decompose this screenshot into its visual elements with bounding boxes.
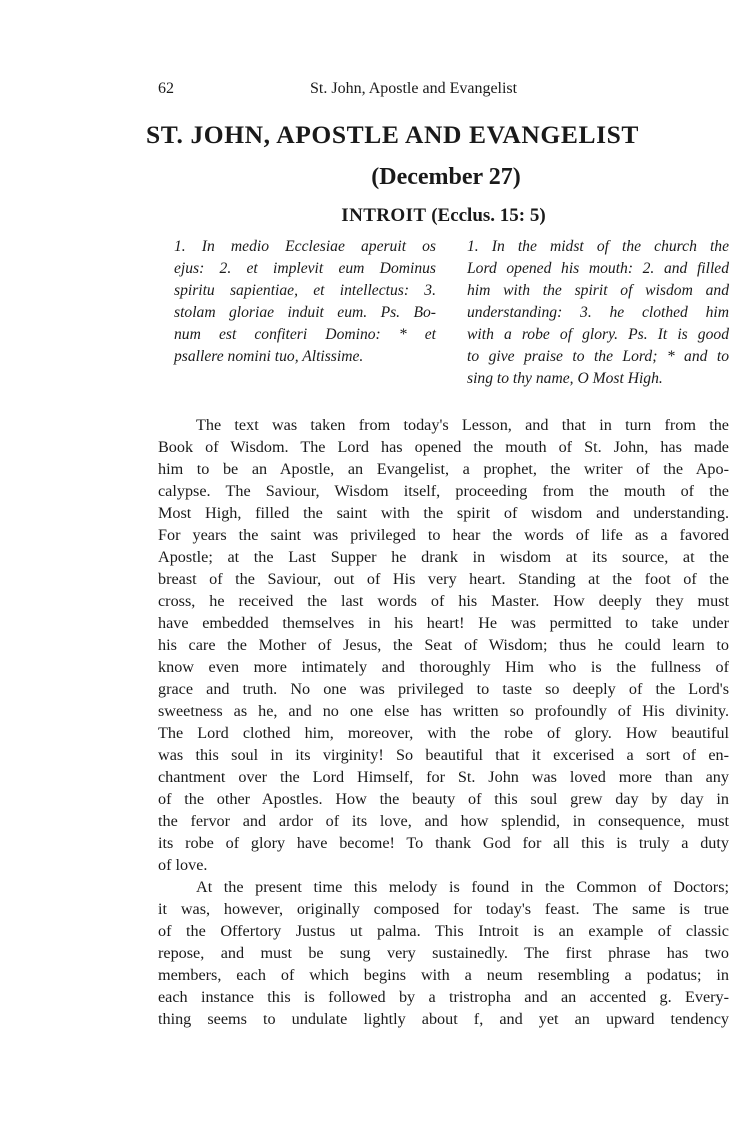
english-line: 1. In the midst of the church the (467, 238, 729, 255)
text-line: cross, he received the last words of his Master. How deeply they must (158, 592, 729, 610)
latin-column (174, 236, 436, 368)
latin-line: spiritu sapientiae, et intellectus: 3. (174, 282, 436, 299)
english-line: him with the spirit of wisdom and (467, 282, 729, 299)
text-line: was this soul in its virginity! So beautiful that it excerised a sort of en- (158, 746, 729, 764)
text-line: The text was taken from today's Lesson, and that in turn from the (196, 416, 729, 434)
text-line: have embedded themselves in his heart! He was permitted to take under (158, 614, 729, 632)
page-number: 62 (158, 80, 174, 97)
text-line: of the Offertory Justus ut palma. This Introit is an example of classic (158, 922, 729, 940)
latin-line: stolam gloriae induit eum. Ps. Bo- (174, 304, 436, 321)
feast-date: (December 27) (371, 164, 521, 190)
text-line: At the present time this melody is found in the Common of Doctors; (196, 878, 729, 896)
latin-line: num est confiteri Domino: * et (174, 326, 436, 343)
introit-reference: (Ecclus. 15: 5) (431, 205, 546, 226)
latin-line: 1. In medio Ecclesiae aperuit os (174, 238, 436, 255)
latin-line: ejus: 2. et implevit eum Dominus (174, 260, 436, 277)
text-line: thing seems to undulate lightly about f, and yet an upward tendency (158, 1010, 729, 1028)
text-line: his care the Mother of Jesus, the Seat of Wisdom; thus he could learn to (158, 636, 729, 654)
text-line: him to be an Apostle, an Evangelist, a prophet, the writer of the Apo- (158, 460, 729, 478)
text-line: each instance this is followed by a tristropha and an accented g. Every- (158, 988, 729, 1006)
text-line: breast of the Saviour, out of His very heart. Standing at the foot of the (158, 570, 729, 588)
running-header (158, 78, 729, 100)
text-line: members, each of which begins with a neum resembling a podatus; in (158, 966, 729, 984)
text-line: Book of Wisdom. The Lord has opened the mouth of St. John, has made (158, 438, 729, 456)
english-line: sing to thy name, O Most High. (467, 370, 663, 387)
text-line: Most High, filled the saint with the spirit of wisdom and understanding. (158, 504, 729, 522)
text-line: know even more intimately and thoroughly Him who is the fullness of (158, 658, 729, 676)
commentary (158, 414, 729, 1030)
english-column (467, 236, 729, 390)
text-line: its robe of glory have become! To thank God for all this is truly a duty (158, 834, 729, 852)
text-line: sweetness as he, and no one else has written so profoundly of His divinity. (158, 702, 729, 720)
text-line: calypse. The Saviour, Wisdom itself, proceeding from the mouth of the (158, 482, 729, 500)
english-line: to give praise to the Lord; * and to (467, 348, 729, 365)
text-line: of love. (158, 856, 208, 874)
introit-heading (158, 204, 729, 228)
latin-line: psallere nomini tuo, Altissime. (174, 348, 364, 365)
text-line: grace and truth. No one was privileged to taste so deeply of the Lord's (158, 680, 729, 698)
running-title: St. John, Apostle and Evangelist (310, 80, 518, 97)
text-line: chantment over the Lord Himself, for St. John was loved more than any (158, 768, 729, 786)
text-line: The Lord clothed him, moreover, with the robe of glory. How beautiful (158, 724, 729, 742)
english-line: Lord opened his mouth: 2. and filled (467, 260, 729, 277)
page (146, 78, 729, 1028)
text-line: Apostle; at the Last Supper he drank in wisdom at its source, at the (158, 548, 729, 566)
text-line: repose, and must be sung very sustainedly. The first phrase has two (158, 944, 729, 962)
text-line: the fervor and ardor of its love, and how splendid, in consequence, must (158, 812, 729, 830)
chapter-title: ST. JOHN, APOSTLE AND EVANGELIST (146, 120, 639, 149)
english-line: with a robe of glory. Ps. It is good (467, 326, 729, 343)
paragraph-2 (158, 876, 729, 1030)
english-line: understanding: 3. he clothed him (467, 304, 729, 321)
introit-label: INTROIT (341, 205, 427, 226)
paragraph-1 (158, 414, 729, 876)
introit-texts (158, 236, 729, 387)
text-line: of the other Apostles. How the beauty of this soul grew day by day in (158, 790, 729, 808)
text-line: it was, however, originally composed for today's feast. The same is true (158, 900, 729, 918)
text-line: For years the saint was privileged to hear the words of life as a favored (158, 526, 729, 544)
